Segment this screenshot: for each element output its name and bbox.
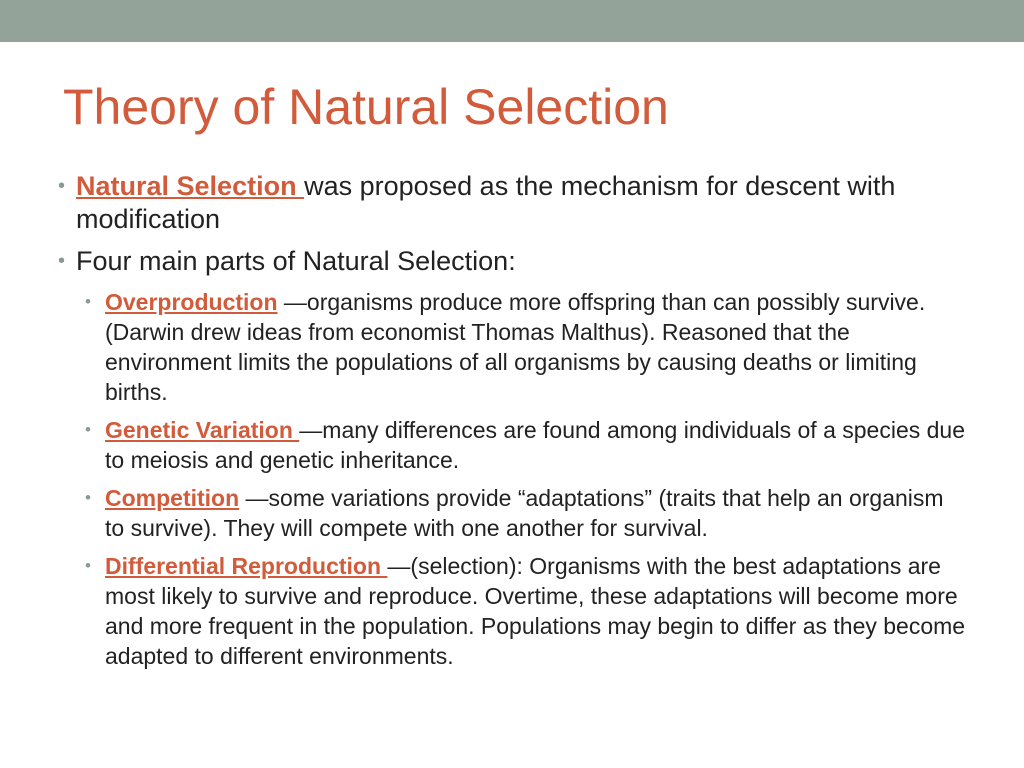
bullet-text: was proposed as the mechanism for descent with modification bbox=[76, 171, 896, 234]
bullet-marker: • bbox=[85, 556, 91, 575]
sub-bullet-text: —organisms produce more offspring than can possibly survive. (Darwin drew ideas from economist Thomas Malthus). Reasoned that the environment limits the populations of all organisms by causing deaths or limiting births. bbox=[105, 289, 926, 405]
term-genetic-variation: Genetic Variation bbox=[105, 417, 300, 443]
term-differential-reproduction: Differential Reproduction bbox=[105, 553, 388, 579]
slide-body bbox=[58, 170, 968, 679]
bullet-marker: • bbox=[85, 488, 91, 507]
sub-bullet-overproduction bbox=[58, 287, 968, 407]
bullet-text: Four main parts of Natural Selection: bbox=[76, 246, 516, 276]
sub-bullet-text: —(selection): Organisms with the best adaptations are most likely to survive and reproduce. Overtime, these adaptations will become more and more frequent in the population. Populations may begin to differ as they become adapted to different environments. bbox=[105, 553, 966, 669]
bullet-marker: • bbox=[58, 250, 66, 272]
bullet-marker: • bbox=[85, 292, 91, 311]
bullet-marker: • bbox=[58, 175, 66, 197]
sub-bullet-genetic-variation bbox=[58, 415, 968, 475]
term-natural-selection: Natural Selection bbox=[76, 171, 305, 201]
sub-bullet-text: —some variations provide “adaptations” (traits that help an organism to survive). They will compete with one another for survival. bbox=[105, 485, 944, 541]
sub-bullet-text: —many differences are found among individuals of a species due to meiosis and genetic inheritance. bbox=[105, 417, 965, 473]
sub-bullet-differential-reproduction bbox=[58, 551, 968, 671]
term-overproduction: Overproduction bbox=[105, 289, 278, 315]
term-competition: Competition bbox=[105, 485, 240, 511]
bullet-marker: • bbox=[85, 420, 91, 439]
sub-bullet-competition bbox=[58, 483, 968, 543]
bullet-four-main-parts bbox=[58, 245, 968, 278]
top-accent-bar bbox=[0, 0, 1024, 42]
bullet-natural-selection bbox=[58, 170, 968, 236]
slide-title: Theory of Natural Selection bbox=[63, 79, 669, 135]
